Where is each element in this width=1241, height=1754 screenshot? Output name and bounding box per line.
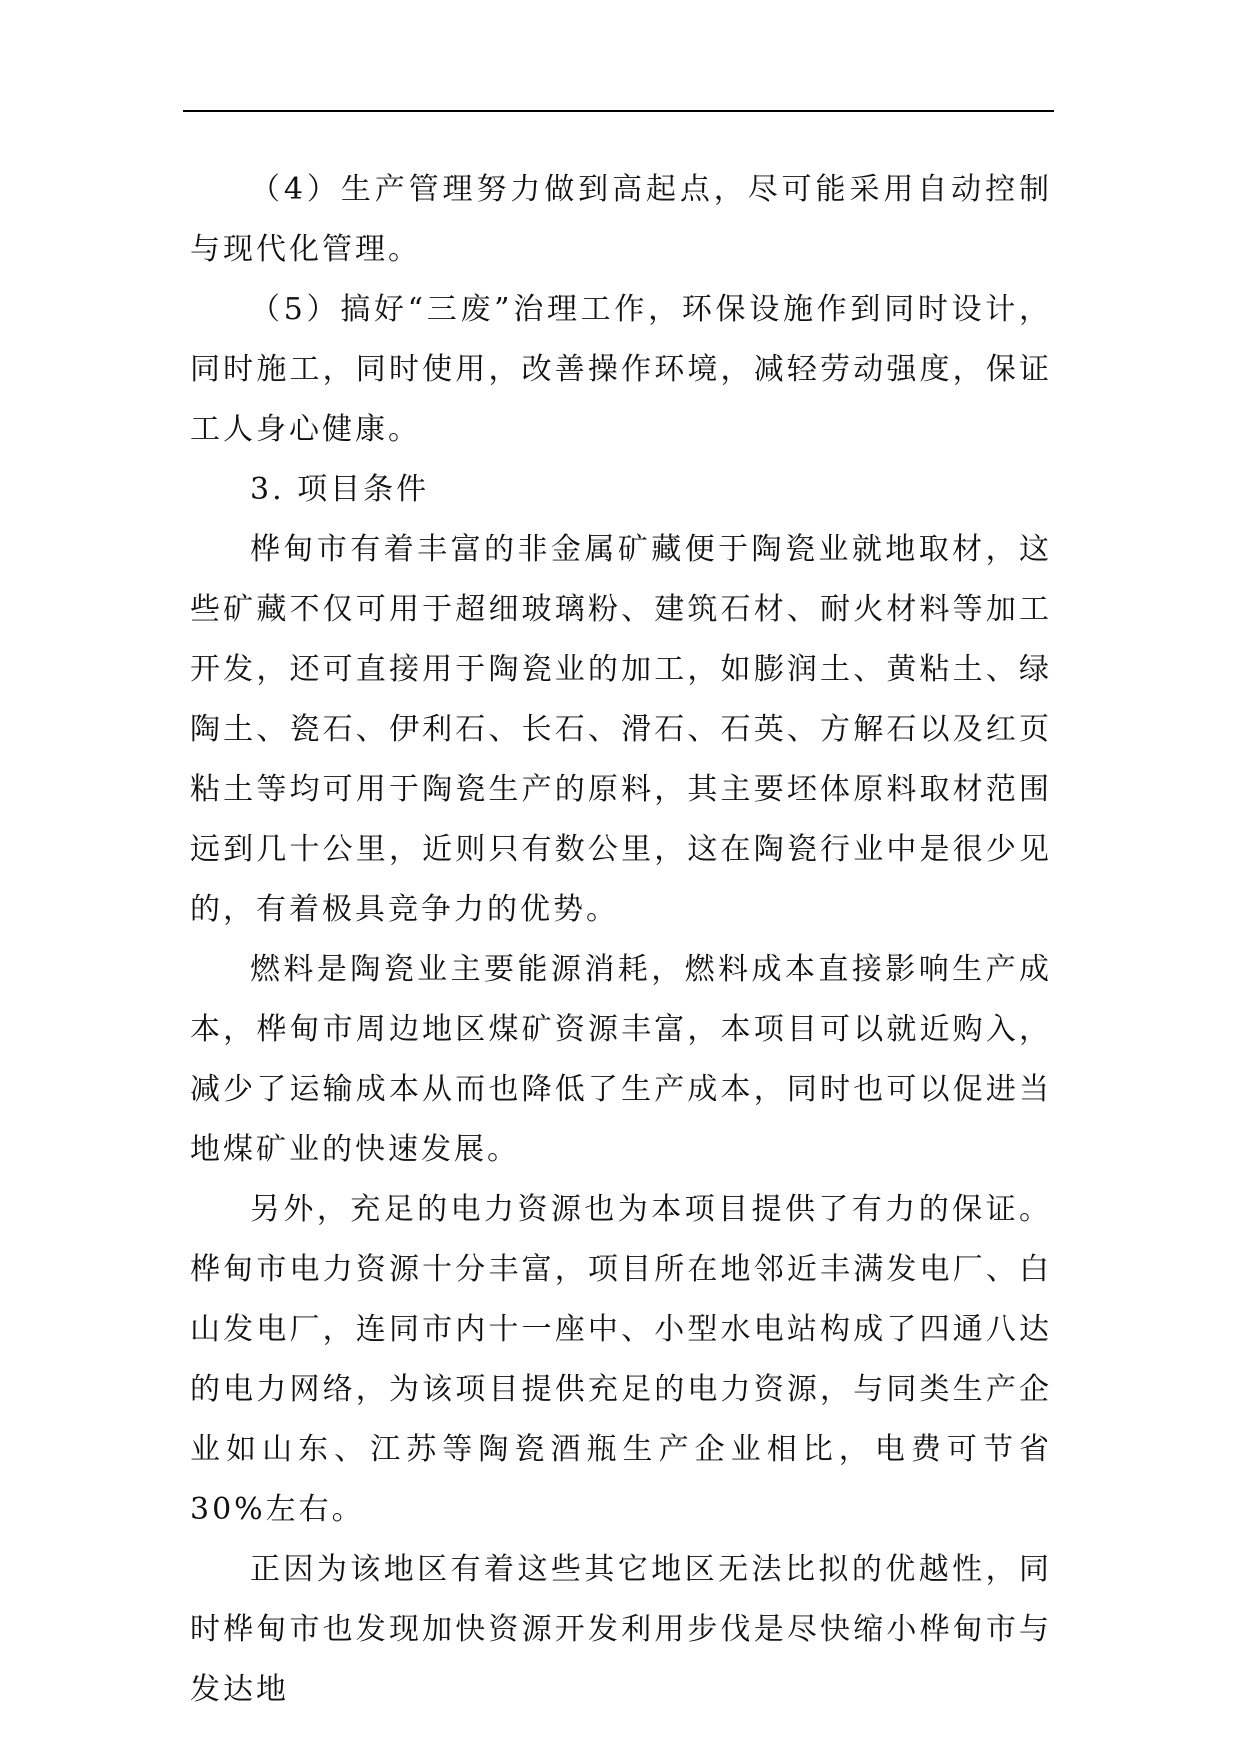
paragraph-item-5: （5）搞好“三废”治理工作，环保设施作到同时设计，同时施工，同时使用，改善操作环境，减轻劳动强度，保证工人身心健康。 [190,292,1052,447]
header-rule [183,110,1054,112]
paragraph-power: 另外，充足的电力资源也为本项目提供了有力的保证。桦甸市电力资源十分丰富，项目所在地邻近丰满发电厂、白山发电厂，连同市内十一座中、小型水电站构成了四通八达的电力网络，为该项目提供充足的电力资源，与同类生产企业如山东、江苏等陶瓷酒瓶生产企业相比，电费可节省 30%左右。 [190,1192,1052,1527]
section-heading: 3. 项目条件 [250,472,430,507]
paragraph-advantage: 正因为该地区有着这些其它地区无法比拟的优越性，同时桦甸市也发现加快资源开发利用步伐是尽快缩小桦甸市与发达地 [190,1552,1052,1707]
paragraph-item-4: （4）生产管理努力做到高起点，尽可能采用自动控制与现代化管理。 [190,172,1052,267]
body-text [190,160,1052,1720]
paragraph-fuel: 燃料是陶瓷业主要能源消耗，燃料成本直接影响生产成本，桦甸市周边地区煤矿资源丰富，本项目可以就近购入，减少了运输成本从而也降低了生产成本，同时也可以促进当地煤矿业的快速发展。 [190,952,1052,1167]
paragraph-minerals: 桦甸市有着丰富的非金属矿藏便于陶瓷业就地取材，这些矿藏不仅可用于超细玻璃粉、建筑石材、耐火材料等加工开发，还可直接用于陶瓷业的加工，如膨润土、黄粘土、绿陶土、瓷石、伊利石、长石、滑石、石英、方解石以及红页粘土等均可用于陶瓷生产的原料，其主要坯体原料取材范围远到几十公里，近则只有数公里，这在陶瓷行业中是很少见的，有着极具竞争力的优势。 [190,532,1052,927]
